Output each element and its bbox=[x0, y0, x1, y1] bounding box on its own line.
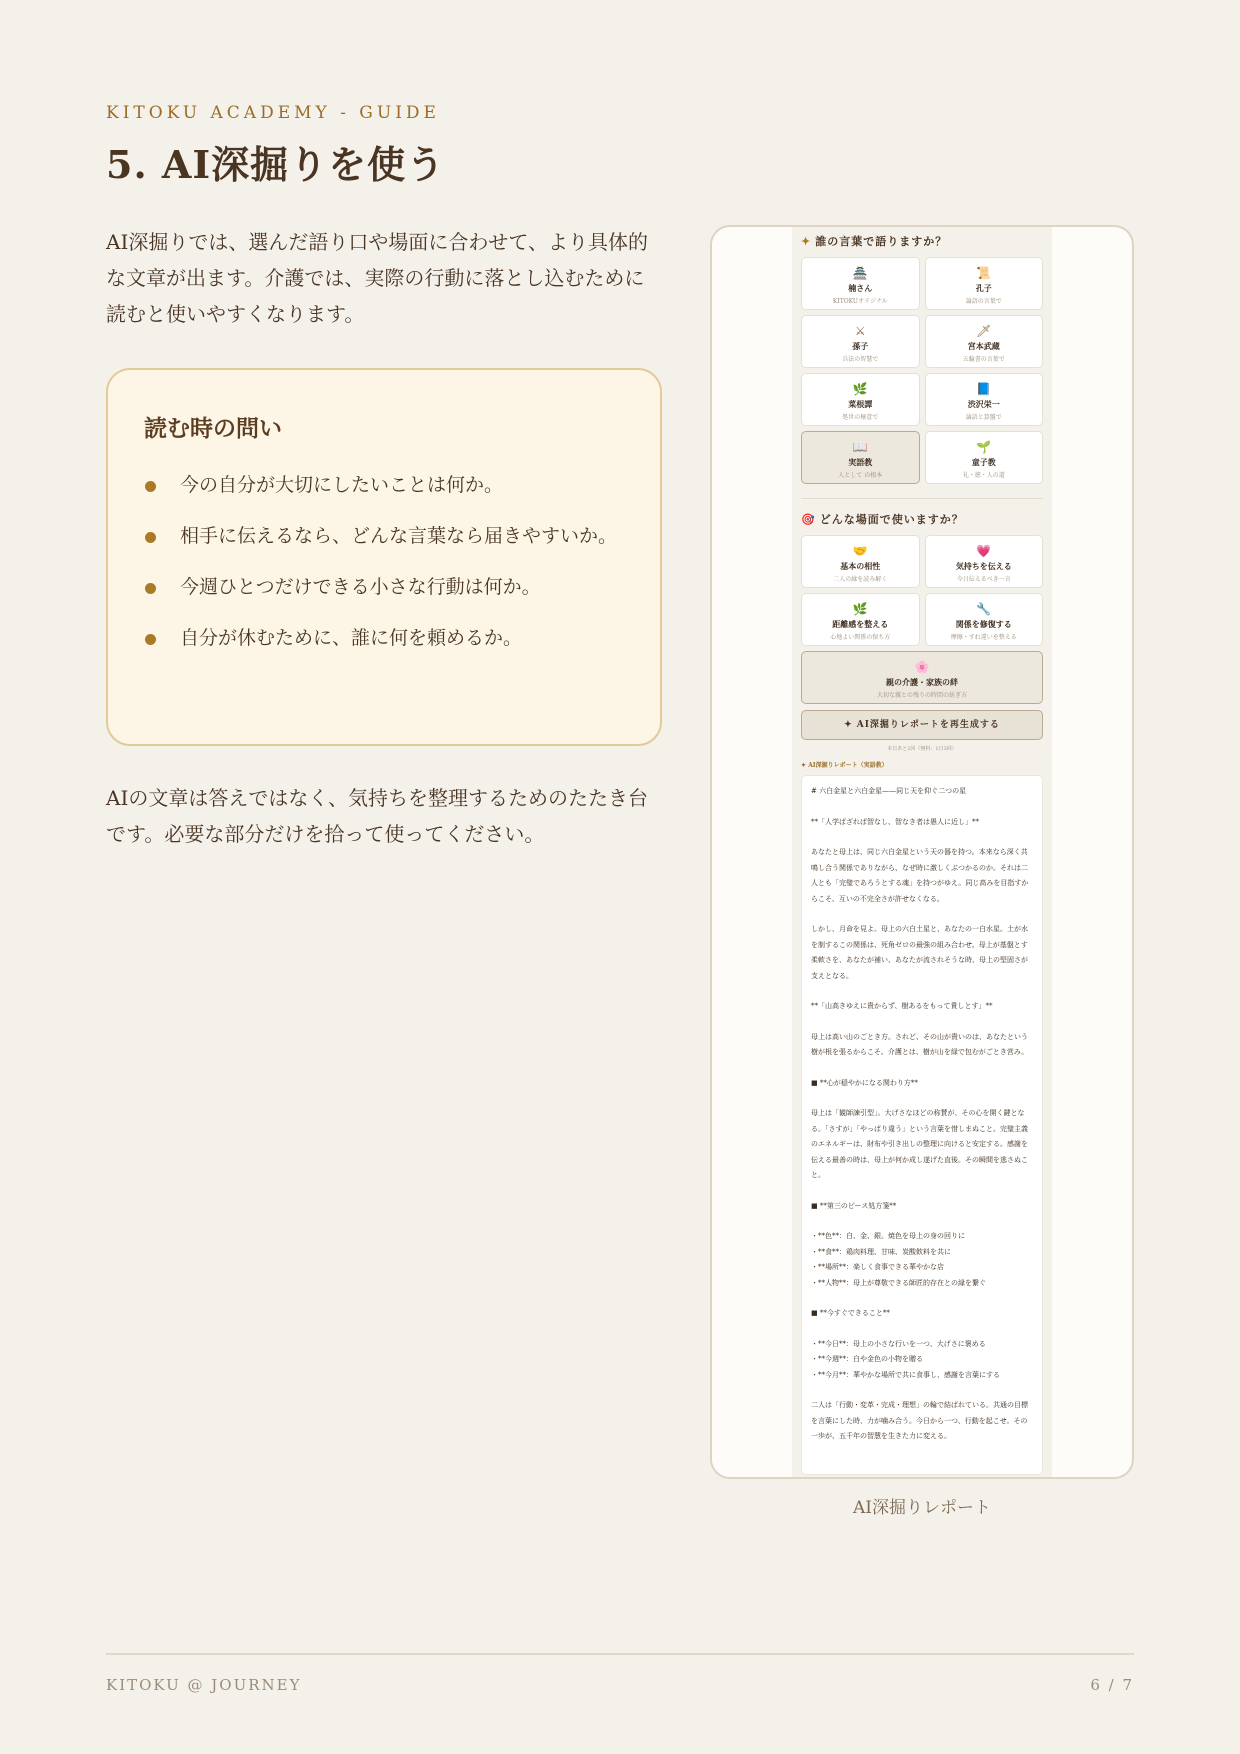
voice-option-name: 渋沢栄一 bbox=[967, 399, 1000, 409]
question-item bbox=[144, 620, 624, 656]
voice-option-card[interactable] bbox=[925, 373, 1044, 426]
scene-option-subtitle: 心地よい関係の保ち方 bbox=[830, 634, 891, 641]
voice-option-icon: 🌿 bbox=[852, 382, 868, 396]
question-item bbox=[144, 467, 624, 503]
report-paragraph: 二人は「行動・変革・完成・理想」の輪で結ばれている。共通の目標を言葉にした時、力が噛み合う。今日から一つ、行動を起こせ。その一歩が、五千年の智慧を生きた力に変える。 bbox=[811, 1401, 1028, 1440]
report-paragraph: # 六白金星と六白金星——同じ天を仰ぐ二つの星 bbox=[811, 787, 967, 795]
voice-option-card[interactable] bbox=[925, 315, 1044, 368]
bullet-dot-icon bbox=[145, 532, 156, 543]
voice-option-name: 孫子 bbox=[852, 341, 869, 351]
voice-option-subtitle: 人として の根本 bbox=[838, 472, 883, 479]
report-paragraph: 母上は高い山のごとき方。されど、その山が貴いのは、あなたという樹が根を張るからこそ。介護とは、樹が山を緑で包むがごとき営み。 bbox=[811, 1032, 1029, 1056]
scene-option-subtitle: 摩擦・すれ違いを整える bbox=[950, 634, 1017, 641]
voice-option-icon: ⚔ bbox=[854, 324, 866, 338]
voice-option-card[interactable] bbox=[801, 257, 920, 310]
page-title: 5. AI深掘りを使う bbox=[106, 142, 446, 187]
bullet-dot-icon bbox=[145, 481, 156, 492]
question-item bbox=[144, 569, 624, 605]
section-divider bbox=[801, 498, 1043, 499]
questions-list bbox=[144, 467, 624, 656]
scene-option-card[interactable] bbox=[801, 651, 1043, 704]
intro-paragraph: AI深掘りでは、選んだ語り口や場面に合わせて、より具体的な文章が出ます。介護では、実際の行動に落とし込むために読むと使いやすくなります。 bbox=[106, 230, 648, 326]
scene-option-icon: 🔧 bbox=[976, 602, 992, 616]
scene-option-subtitle: 二人の縁を読み解く bbox=[833, 576, 888, 583]
voice-option-card[interactable] bbox=[801, 315, 920, 368]
voice-option-icon: 🏯 bbox=[852, 266, 868, 280]
questions-box bbox=[106, 368, 662, 746]
report-paragraph: 母上は「観師諫引型」。大げさなほどの称賛が、その心を開く鍵となる。「さすが」「やっぱり違う」という言葉を惜しまぬこと。完璧主義のエネルギーは、財布や引き出しの整理に向けると安定する。感謝を伝える最善の時は、母上が何か成し遂げた直後。その瞬間を逃さぬこと。 bbox=[811, 1109, 1028, 1179]
scene-section-heading: 🎯 どんな場面で使いますか？ bbox=[801, 513, 964, 526]
voice-option-subtitle: 論語と算盤で bbox=[965, 414, 1002, 421]
footer-brand: KITOKU @ JOURNEY bbox=[106, 1676, 302, 1694]
questions-heading: 読む時の問い bbox=[144, 415, 282, 442]
voice-section-heading: ✦ 誰の言葉で語りますか？ bbox=[801, 235, 948, 248]
scene-option-name: 気持ちを伝える bbox=[955, 561, 1012, 571]
bullet-dot-icon bbox=[145, 634, 156, 645]
voice-option-card[interactable] bbox=[925, 431, 1044, 484]
voice-option-card[interactable] bbox=[925, 257, 1044, 310]
voice-option-subtitle: 兵法の智慧で bbox=[842, 356, 879, 363]
voice-option-card[interactable] bbox=[801, 373, 920, 426]
sparkle-icon: ✦ bbox=[801, 235, 812, 248]
report-paragraph: あなたと母上は、同じ六白金星という天の器を持つ。本来なら深く共鳴し合う関係でありながら、なぜ時に激しくぶつかるのか。それは二人とも「完璧であろうとする魂」を持つがゆえ。同じ高みを目指すからこそ、互いの不完全さが許せなくなる。 bbox=[811, 848, 1029, 903]
question-text: 自分が休むために、誰に何を頼めるか。 bbox=[180, 627, 523, 649]
page-number: 6 / 7 bbox=[1090, 1676, 1134, 1694]
report-paragraph: ■ **今すぐできること** bbox=[811, 1309, 890, 1317]
voice-option-icon: 📖 bbox=[852, 440, 868, 454]
report-paragraph: ■ **心が穏やかになる関わり方** bbox=[811, 1078, 918, 1087]
voice-option-name: 童子教 bbox=[971, 457, 996, 467]
voice-options-grid bbox=[801, 257, 1043, 484]
scene-option-name: 基本の相性 bbox=[840, 561, 881, 571]
scene-option-subtitle: 今日伝えるべき一言 bbox=[956, 576, 1011, 583]
question-text: 相手に伝えるなら、どんな言葉なら届きやすいか。 bbox=[180, 525, 618, 547]
scene-option-name: 距離感を整える bbox=[832, 619, 889, 629]
scene-option-icon: 🤝 bbox=[852, 544, 868, 558]
voice-option-subtitle: 処世の極意で bbox=[842, 414, 879, 421]
scene-options-grid bbox=[801, 535, 1043, 704]
voice-option-name: 宮本武蔵 bbox=[967, 341, 1000, 351]
report-paragraph: **「人学ばざれば智なし、智なき者は愚人に近し」** bbox=[811, 817, 979, 826]
scene-option-subtitle: 大切な親との残りの時間の紡ぎ方 bbox=[876, 692, 967, 699]
scene-option-card[interactable] bbox=[925, 535, 1044, 588]
guide-kicker: KITOKU ACADEMY - GUIDE bbox=[106, 103, 440, 123]
voice-option-subtitle: KITOKUオリジナル bbox=[832, 298, 888, 305]
footer-divider bbox=[106, 1653, 1134, 1655]
voice-option-name: 実語教 bbox=[848, 457, 873, 467]
scene-option-card[interactable] bbox=[925, 593, 1044, 646]
scene-option-icon: 🌸 bbox=[914, 660, 930, 674]
report-paragraph: ・**今日**：母上の小さな行いを一つ、大げさに褒める ・**今週**：白や金色の小物を贈る ・**今月**：華やかな場所で共に食事し、感謝を言葉にする bbox=[811, 1339, 1000, 1379]
scene-option-icon: 💗 bbox=[976, 544, 992, 558]
report-paragraph: しかし、月命を見よ。母上の六白土星と、あなたの一白水星。土が水を制するこの関係は、死角ゼロの最強の組み合わせ。母上が基盤とす柔軟さを、あなたが補い、あなたが流されそうな時、母上の堅固さが支えとなる。 bbox=[811, 925, 1028, 980]
question-text: 今週ひとつだけできる小さな行動は何か。 bbox=[180, 576, 541, 598]
voice-option-icon: 📜 bbox=[976, 266, 992, 280]
outro-paragraph: AIの文章は答えではなく、気持ちを整理するためのたたき台です。必要な部分だけを拾って使ってください。 bbox=[106, 786, 648, 846]
voice-option-card[interactable] bbox=[801, 431, 920, 484]
scene-option-card[interactable] bbox=[801, 535, 920, 588]
voice-option-subtitle: 五輪書の言葉で bbox=[962, 356, 1005, 363]
voice-option-icon: 📘 bbox=[976, 382, 992, 396]
scene-option-name: 親の介護・家族の絆 bbox=[886, 677, 958, 687]
scene-option-icon: 🌿 bbox=[852, 602, 868, 616]
voice-option-icon: 🌱 bbox=[976, 440, 992, 454]
regenerate-report-button[interactable]: ✦ AI深掘りレポートを再生成する bbox=[801, 710, 1043, 740]
voice-option-name: 孔子 bbox=[975, 283, 992, 293]
app-screen bbox=[792, 227, 1052, 1479]
question-text: 今の自分が大切にしたいことは何か。 bbox=[180, 474, 504, 496]
voice-option-name: 楠さん bbox=[848, 283, 873, 293]
scene-option-card[interactable] bbox=[801, 593, 920, 646]
report-heading: ✦ AI深掘りレポート（実語教） bbox=[801, 762, 888, 769]
bullet-dot-icon bbox=[145, 583, 156, 594]
usage-remaining: 本日あと2回（無料：1日3回） bbox=[887, 746, 957, 752]
report-paragraph: ・**色**：白、金、銀。焼色を母上の身の回りに ・**食**：鶏肉料理、甘味、炭酸飲料を共に ・**場所**：楽しく食事できる華やかな店 ・**人物**：母上が尊敬できる師匠的存在との縁を繋ぐ bbox=[811, 1232, 986, 1287]
question-item bbox=[144, 518, 624, 554]
report-paragraph: ■ **第三のピース処方箋** bbox=[811, 1201, 897, 1210]
voice-option-subtitle: 論語の言葉で bbox=[965, 298, 1002, 305]
voice-option-name: 菜根譚 bbox=[848, 399, 873, 409]
scene-option-name: 関係を修復する bbox=[955, 619, 1012, 629]
report-body bbox=[801, 775, 1043, 1475]
target-icon: 🎯 bbox=[801, 513, 816, 526]
voice-option-subtitle: 礼・徳・人の道 bbox=[962, 472, 1005, 479]
voice-option-icon: 🗡 bbox=[976, 324, 992, 338]
app-screenshot bbox=[710, 225, 1134, 1479]
screenshot-caption: AI深掘りレポート bbox=[853, 1498, 991, 1518]
report-paragraph: **「山高きゆえに貴からず、樹あるをもって貴しとす」** bbox=[811, 1002, 993, 1010]
